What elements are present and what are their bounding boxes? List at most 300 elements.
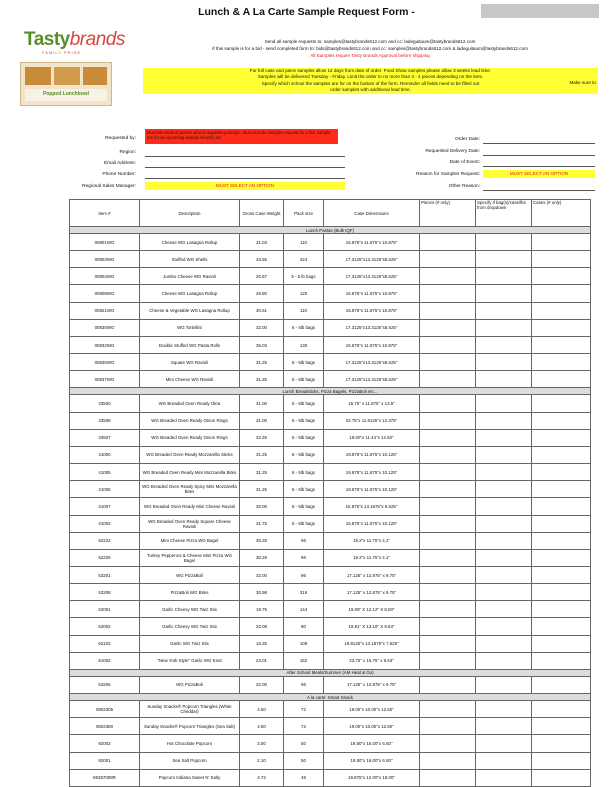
table-cell: 120 <box>284 285 324 302</box>
table-cell: 31.25 <box>240 354 284 371</box>
table-cell: 41002 <box>70 515 140 532</box>
unit-select[interactable] <box>476 769 532 786</box>
cases-input[interactable] <box>532 371 591 388</box>
table-cell: 19.875"x 12.00"x 18.00" <box>324 769 420 786</box>
table-cell: 15.875"x 11.875"x 10.125" <box>324 515 420 532</box>
pieces-input[interactable] <box>420 549 476 566</box>
tastybrands-logo: Tastybrands FAMILY PRIDE <box>24 29 125 55</box>
region-label: Region: <box>119 150 136 155</box>
table-cell: 3.00 <box>240 735 284 752</box>
cases-input[interactable] <box>532 395 591 412</box>
table-cell: WG Breaded Oven Ready Spicy Mini Mozzarella Bites <box>140 481 240 498</box>
table-cell: 144 <box>284 601 324 618</box>
table-cell: 110 <box>284 302 324 319</box>
unit-select[interactable] <box>476 701 532 718</box>
order-date-label: Order Date: <box>454 137 480 142</box>
pieces-input[interactable] <box>420 532 476 549</box>
unit-select[interactable] <box>476 498 532 515</box>
table-cell: 0802305 <box>70 701 140 718</box>
unit-select[interactable] <box>476 395 532 412</box>
unit-select[interactable] <box>476 566 532 583</box>
order-date-field[interactable] <box>483 143 595 144</box>
table-row <box>70 285 591 302</box>
unit-select[interactable] <box>476 302 532 319</box>
phone-label: Phone Number: <box>102 172 136 177</box>
table-row <box>70 635 591 652</box>
table-cell: 30.98 <box>240 584 284 601</box>
table-cell: 52222 <box>70 532 140 549</box>
email-field[interactable] <box>145 167 345 168</box>
column-header: Specify if bag(s)/case/lbs from dropdown <box>476 200 532 227</box>
pieces-input[interactable] <box>420 769 476 786</box>
section-row <box>70 388 591 395</box>
cases-input[interactable] <box>532 718 591 735</box>
table-cell: 19.875"x 11.875"x 10.125" <box>324 446 420 463</box>
unit-select[interactable] <box>476 652 532 669</box>
table-cell: 15.875"x 11.875"x 10.875" <box>324 336 420 353</box>
pieces-input[interactable] <box>420 652 476 669</box>
table-cell: 19.875"x 11.875"x 10.125" <box>324 464 420 481</box>
pieces-input[interactable] <box>420 446 476 463</box>
table-cell: PizzaBoli WG Bites <box>140 584 240 601</box>
table-cell: 00835WG <box>70 354 140 371</box>
table-cell: 52225 <box>70 549 140 566</box>
table-cell: 41007 <box>70 498 140 515</box>
unit-select[interactable] <box>476 735 532 752</box>
cases-input[interactable] <box>532 601 591 618</box>
table-row <box>70 735 591 752</box>
table-cell: 30.51 <box>240 302 284 319</box>
table-cell: 31.25 <box>240 481 284 498</box>
unit-select[interactable] <box>476 412 532 429</box>
table-cell: 19.2"x 11.75"x 4.1" <box>324 549 420 566</box>
table-cell: 108 <box>284 635 324 652</box>
cases-input[interactable] <box>532 354 591 371</box>
table-cell: Sea Salt Popcorn <box>140 752 240 769</box>
table-cell: 20.67 <box>240 268 284 285</box>
approval-note: All Samples require Tasty Brands Approval before shipping <box>310 53 430 58</box>
cases-input[interactable] <box>532 652 591 669</box>
table-cell: 62001 <box>70 601 140 618</box>
table-cell: 33500 <box>70 395 140 412</box>
table-cell: 6 - 5lb bags <box>284 481 324 498</box>
cases-input[interactable] <box>532 285 591 302</box>
table-cell: 33.55 <box>240 251 284 268</box>
table-cell: Turkey Pepperoni & Cheese Mini Pizza WG Bagel <box>140 549 240 566</box>
table-row <box>70 412 591 429</box>
table-cell: 31.00 <box>240 395 284 412</box>
pieces-input[interactable] <box>420 354 476 371</box>
phone-field[interactable] <box>145 178 345 179</box>
column-header: Cases (# only) <box>532 200 591 227</box>
cases-input[interactable] <box>532 446 591 463</box>
table-cell: WG Breaded Oven Ready Square Cheese Ravioli <box>140 515 240 532</box>
section-row <box>70 669 591 676</box>
table-cell: 19.50"x 16.00"x 6.50" <box>324 735 420 752</box>
pieces-input[interactable] <box>420 752 476 769</box>
cases-input[interactable] <box>532 752 591 769</box>
pieces-input[interactable] <box>420 498 476 515</box>
cases-input[interactable] <box>532 302 591 319</box>
table-cell: 41005 <box>70 464 140 481</box>
table-cell: 48 <box>284 769 324 786</box>
table-cell: 50 <box>284 735 324 752</box>
send-instructions: Send all sample requests to: samples@tastybrands612.com and cc: ladeguitaum@tastybrands612.com <box>264 39 476 44</box>
table-row <box>70 336 591 353</box>
unit-select[interactable] <box>476 549 532 566</box>
table-cell: 4.50 <box>240 718 284 735</box>
table-cell: 33508 <box>70 412 140 429</box>
table-cell: 15.875"x 11.875"x 10.875" <box>324 285 420 302</box>
table-cell: 81002 <box>70 652 140 669</box>
table-cell: Cheese WG Lasagna Rollup <box>140 234 240 251</box>
unit-select[interactable] <box>476 464 532 481</box>
table-cell: 96 <box>284 676 324 693</box>
cases-input[interactable] <box>532 735 591 752</box>
table-cell: 224 <box>284 251 324 268</box>
pieces-input[interactable] <box>420 268 476 285</box>
cases-input[interactable] <box>532 234 591 251</box>
table-cell: 33507 <box>70 429 140 446</box>
table-cell: Hot Chocolate Popcorn <box>140 735 240 752</box>
table-cell: 96 <box>284 549 324 566</box>
delivery-date-field[interactable] <box>483 155 595 156</box>
pieces-input[interactable] <box>420 412 476 429</box>
unit-select[interactable] <box>476 752 532 769</box>
column-header: Gross Case Weight <box>240 200 284 227</box>
table-cell: 19.8125"x 13.1875"x 7.625" <box>324 635 420 652</box>
table-cell: 19.875"x 11.875"x 10.125" <box>324 481 420 498</box>
cases-input[interactable] <box>532 584 591 601</box>
pieces-input[interactable] <box>420 336 476 353</box>
table-cell: WG Breaded Oven Ready Mini Mozzarella Bites <box>140 464 240 481</box>
section-title: A la carte: Smart Snack <box>70 694 591 701</box>
table-cell: Sunday Snacks® Popcorn Triangles (Sea Salt) <box>140 718 240 735</box>
cases-input[interactable] <box>532 464 591 481</box>
table-cell: 72 <box>284 701 324 718</box>
table-cell: 00808WG <box>70 285 140 302</box>
cases-input[interactable] <box>532 701 591 718</box>
lead-time-banner: For full case and piece samples allow 14 days from date of order. Food Show samples please allow 3 weeks lead time. Samples will be delivered Tuesday - Friday. Limit the order to no more than 3 - 4 pieces depending on the item. Specify which school the samples are for on the bottom of the form. Reminder all fields need to be filled out order samples with additional lead time. Make sure to <box>143 68 598 94</box>
table-cell: 162 <box>284 652 324 669</box>
unit-select[interactable] <box>476 446 532 463</box>
table-row <box>70 769 591 786</box>
table-cell: WG Breaded Oven Ready Mini Cheese Ravioli <box>140 498 240 515</box>
table-row <box>70 618 591 635</box>
table-cell: 41006 <box>70 481 140 498</box>
pieces-input[interactable] <box>420 371 476 388</box>
table-cell: 5 - 5lb bags <box>284 371 324 388</box>
table-row <box>70 234 591 251</box>
cases-input[interactable] <box>532 676 591 693</box>
table-row <box>70 676 591 693</box>
table-row <box>70 498 591 515</box>
email-label: Email Address: <box>104 161 136 166</box>
unit-select[interactable] <box>476 515 532 532</box>
section-row <box>70 694 591 701</box>
table-cell: 5 - 5 lb bags <box>284 268 324 285</box>
table-row <box>70 481 591 498</box>
table-cell: 17.3125"x13.3125"x8.625" <box>324 354 420 371</box>
table-row <box>70 464 591 481</box>
table-cell: WG PizzaBoli <box>140 566 240 583</box>
unit-select[interactable] <box>476 532 532 549</box>
cases-input[interactable] <box>532 515 591 532</box>
table-row <box>70 515 591 532</box>
table-cell: 53206 <box>70 676 140 693</box>
table-cell: 15.875"x 11.875"x 10.875" <box>324 234 420 251</box>
table-cell: WG Tortellini <box>140 319 240 336</box>
table-cell: 00801WG <box>70 234 140 251</box>
table-cell: 50 <box>284 752 324 769</box>
pieces-input[interactable] <box>420 701 476 718</box>
unit-select[interactable] <box>476 371 532 388</box>
cases-input[interactable] <box>532 618 591 635</box>
requested-by-label: Requested by: <box>105 136 136 141</box>
pieces-input[interactable] <box>420 234 476 251</box>
table-cell: WG Breaded Oven Ready Onion Rings <box>140 412 240 429</box>
table-cell: Stuffed WG Shells <box>140 251 240 268</box>
table-cell: 00837WG <box>70 371 140 388</box>
table-cell: 6 - 5lb bags <box>284 354 324 371</box>
table-cell: Garlic WG Twiz Stix <box>140 635 240 652</box>
table-cell: 96 <box>284 532 324 549</box>
table-row <box>70 268 591 285</box>
table-cell: Mini Cheese Pizza WG Bagel <box>140 532 240 549</box>
cases-input[interactable] <box>532 319 591 336</box>
table-cell: 53208 <box>70 584 140 601</box>
table-row <box>70 549 591 566</box>
pieces-input[interactable] <box>420 515 476 532</box>
unit-select[interactable] <box>476 251 532 268</box>
table-cell: 17.3125"x13.3125"x8.625" <box>324 319 420 336</box>
table-cell: 17.125" x 12.875" x 9.75" <box>324 676 420 693</box>
pieces-input[interactable] <box>420 718 476 735</box>
pieces-input[interactable] <box>420 481 476 498</box>
table-cell: 0802380 <box>70 718 140 735</box>
pieces-input[interactable] <box>420 566 476 583</box>
region-field[interactable] <box>145 156 345 157</box>
table-cell: 30.28 <box>240 549 284 566</box>
unit-select[interactable] <box>476 676 532 693</box>
cases-input[interactable] <box>532 268 591 285</box>
cases-input[interactable] <box>532 566 591 583</box>
other-reason-label: Other Reason: <box>448 184 480 189</box>
table-cell: 31.25 <box>240 371 284 388</box>
table-cell: 6 - 5lb bags <box>284 446 324 463</box>
section-title: Lunch Breadsticks, Pizza Bagels, PizzaBoli etc... <box>70 388 591 395</box>
table-cell: 110 <box>284 234 324 251</box>
table-cell: 23.75" x 15.75" x 9.63" <box>324 652 420 669</box>
table-row <box>70 601 591 618</box>
delivery-date-label: Requested Delivery Date: <box>425 149 480 154</box>
table-cell: Mini Cheese WG Ravioli <box>140 371 240 388</box>
table-cell: 22.75"x 11.8125"x 12.375" <box>324 412 420 429</box>
table-cell: Garlic Cheesy WG Twiz Stix <box>140 601 240 618</box>
table-cell: 90 <box>284 618 324 635</box>
table-cell: 30.28 <box>240 532 284 549</box>
table-header-row <box>70 200 591 227</box>
table-cell: 00803WG <box>70 251 140 268</box>
table-cell: 92001 <box>70 752 140 769</box>
reason-label: Reason for Samples Request: <box>416 172 480 177</box>
table-cell: 32.25 <box>240 429 284 446</box>
pieces-input[interactable] <box>420 676 476 693</box>
table-cell: Cheese WG Lasagna Rollup <box>140 285 240 302</box>
cases-input[interactable] <box>532 336 591 353</box>
column-header: Case Dimensions <box>324 200 420 227</box>
cases-input[interactable] <box>532 549 591 566</box>
column-header: Pack size <box>284 200 324 227</box>
unit-select[interactable] <box>476 429 532 446</box>
column-header: Description <box>140 200 240 227</box>
table-cell: 15.75" x 11.875" x 13.5" <box>324 395 420 412</box>
table-cell: 30.00 <box>240 498 284 515</box>
table-row <box>70 652 591 669</box>
table-cell: 19.00"x 11.44"x 12.50" <box>324 429 420 446</box>
table-cell: 19.50"x 16.00"x 6.50" <box>324 752 420 769</box>
section-title: After School Meals/Summer (AM Heat & Go) <box>70 669 591 676</box>
cases-input[interactable] <box>532 429 591 446</box>
table-cell: 316 <box>284 584 324 601</box>
table-cell: 32.00 <box>240 319 284 336</box>
table-cell: 31.25 <box>240 446 284 463</box>
table-cell: 15.875"x 13.1875"x 9.625" <box>324 498 420 515</box>
table-cell: 17.125" x 12.875" x 9.75" <box>324 584 420 601</box>
table-row <box>70 566 591 583</box>
pieces-input[interactable] <box>420 618 476 635</box>
unit-select[interactable] <box>476 584 532 601</box>
table-cell: 18.81" X 13.18" X 9.63" <box>324 618 420 635</box>
unit-select[interactable] <box>476 354 532 371</box>
table-row <box>70 701 591 718</box>
table-cell: Square WG Ravioli <box>140 354 240 371</box>
table-cell: 62002 <box>70 618 140 635</box>
table-cell: 6 - 5lb bags <box>284 429 324 446</box>
sample-items-table <box>69 199 591 787</box>
cases-input[interactable] <box>532 635 591 652</box>
table-cell: 17.3125"x13.3125"x8.625" <box>324 371 420 388</box>
table-cell: 00830WG <box>70 319 140 336</box>
column-header: Pieces (# only) <box>420 200 476 227</box>
table-cell: 92002 <box>70 735 140 752</box>
unit-select[interactable] <box>476 234 532 251</box>
column-header: Item # <box>70 200 140 227</box>
section-title: Lunch Pastas (Bulk IQF) <box>70 227 591 234</box>
table-cell: 4.50 <box>240 701 284 718</box>
other-reason-field[interactable] <box>483 190 595 191</box>
table-cell: Cheese & Vegetable WG Lasagna Rollup <box>140 302 240 319</box>
table-row <box>70 302 591 319</box>
table-cell: WG Breaded Oven Ready Onion Rings <box>140 429 240 446</box>
pieces-input[interactable] <box>420 735 476 752</box>
table-cell: 00821WG <box>70 302 140 319</box>
table-cell: 62102 <box>70 635 140 652</box>
pieces-input[interactable] <box>420 319 476 336</box>
table-cell: WG PizzaBoli <box>140 676 240 693</box>
pieces-input[interactable] <box>420 395 476 412</box>
table-cell: WG Breaded Oven Ready Mozzarella Sticks <box>140 446 240 463</box>
table-cell: 6 - 5lb bags <box>284 395 324 412</box>
pieces-input[interactable] <box>420 285 476 302</box>
cases-input[interactable] <box>532 481 591 498</box>
table-cell: WG Breaded Oven Ready Okra <box>140 395 240 412</box>
table-row <box>70 718 591 735</box>
table-cell: 6 - 5lb bags <box>284 515 324 532</box>
table-cell: 41000 <box>70 446 140 463</box>
unit-select[interactable] <box>476 319 532 336</box>
table-row <box>70 584 591 601</box>
unit-select[interactable] <box>476 635 532 652</box>
table-cell: 6 - 5lb bags <box>284 412 324 429</box>
table-cell: 31.75 <box>240 515 284 532</box>
table-cell: Popcorn Indiana Sweet N' Salty <box>140 769 240 786</box>
table-cell: 72 <box>284 718 324 735</box>
cases-input[interactable] <box>532 498 591 515</box>
unit-select[interactable] <box>476 601 532 618</box>
rsm-label: Regional Sales Manager: <box>82 184 136 189</box>
table-cell: Sunday Snacks® Popcorn Triangles (White Cheddar) <box>140 701 240 718</box>
unit-select[interactable] <box>476 336 532 353</box>
table-cell: 53201 <box>70 566 140 583</box>
form-name-field[interactable] <box>481 4 599 18</box>
pieces-input[interactable] <box>420 429 476 446</box>
table-row <box>70 446 591 463</box>
event-date-field[interactable] <box>483 166 595 167</box>
pieces-input[interactable] <box>420 584 476 601</box>
unit-select[interactable] <box>476 268 532 285</box>
cases-input[interactable] <box>532 532 591 549</box>
unit-select[interactable] <box>476 285 532 302</box>
table-cell: 15.875"x 11.875"x 10.875" <box>324 302 420 319</box>
form-title: Lunch & A La Carte Sample Request Form - <box>198 6 415 18</box>
pieces-input[interactable] <box>420 302 476 319</box>
table-cell: Jumbo Cheese WG Ravioli <box>140 268 240 285</box>
table-cell: 15.25 <box>240 635 284 652</box>
table-row <box>70 371 591 388</box>
table-cell: 19.75 <box>240 601 284 618</box>
event-date-label: Date of Event: <box>449 160 480 165</box>
table-row <box>70 319 591 336</box>
table-cell: 32.00 <box>240 676 284 693</box>
product-image: Popped Lunchbowl <box>20 62 112 106</box>
table-row <box>70 532 591 549</box>
table-cell: 20.08 <box>240 618 284 635</box>
cases-input[interactable] <box>532 412 591 429</box>
unit-select[interactable] <box>476 618 532 635</box>
unit-select[interactable] <box>476 481 532 498</box>
pieces-input[interactable] <box>420 601 476 618</box>
rsm-select[interactable]: MUST SELECT AN OPTION <box>145 182 345 190</box>
reason-select[interactable]: MUST SELECT AN OPTION <box>483 170 595 178</box>
cases-input[interactable] <box>532 769 591 786</box>
cases-input[interactable] <box>532 251 591 268</box>
section-row <box>70 227 591 234</box>
table-row <box>70 429 591 446</box>
pieces-input[interactable] <box>420 635 476 652</box>
table-cell: 2.10 <box>240 752 284 769</box>
table-cell: 130 <box>284 336 324 353</box>
unit-select[interactable] <box>476 718 532 735</box>
table-cell: 28.80 <box>240 285 284 302</box>
table-cell: 19.00"x 10.00"x 12.50" <box>324 701 420 718</box>
requested-by-field[interactable]: Must list email of person who is requesting sample. Must include samples request for a bid, sample are for an upcoming sample show(s) etc <box>145 129 338 144</box>
table-cell: 36.03 <box>240 336 284 353</box>
pieces-input[interactable] <box>420 464 476 481</box>
table-cell: 6 - 5lb bags <box>284 464 324 481</box>
pieces-input[interactable] <box>420 251 476 268</box>
table-cell: 17.3125"x13.3125"x8.625" <box>324 251 420 268</box>
